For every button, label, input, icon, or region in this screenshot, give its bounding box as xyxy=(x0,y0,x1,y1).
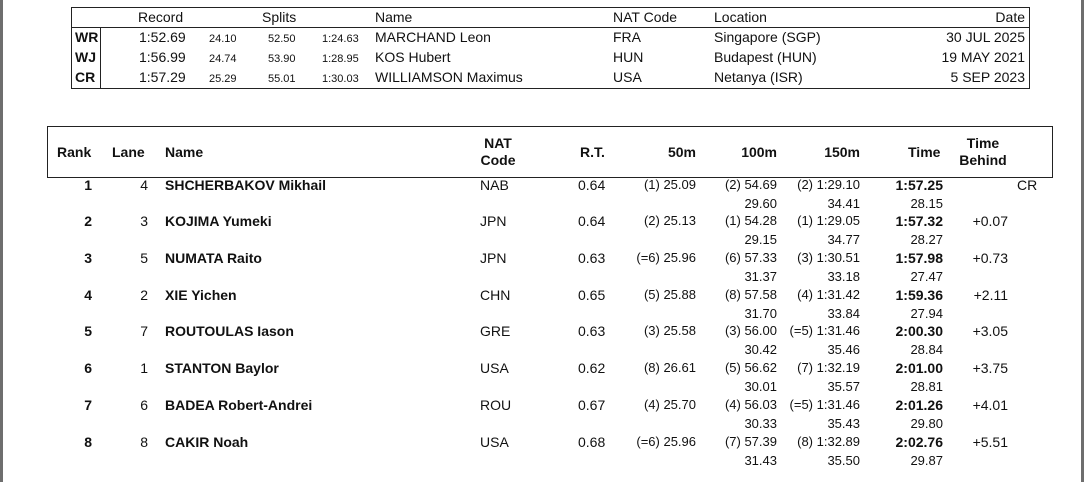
cell-100m: (1) 54.28 xyxy=(724,213,777,228)
record-nat: USA xyxy=(613,69,642,85)
records-header-record: Record xyxy=(138,9,184,25)
record-time: 1:52.69 xyxy=(139,29,186,45)
result-row xyxy=(0,396,1084,432)
cell-100m-split: 30.01 xyxy=(744,379,777,394)
cell-nat: CHN xyxy=(480,287,511,303)
cell-50m: (5) 25.88 xyxy=(643,287,696,302)
record-holder-name: MARCHAND Leon xyxy=(375,29,491,45)
cell-time-split: 28.81 xyxy=(910,379,943,394)
record-holder-name: WILLIAMSON Maximus xyxy=(375,69,523,85)
records-header-date: Date xyxy=(995,9,1025,25)
records-header-name: Name xyxy=(375,9,413,25)
cell-reaction-time: 0.62 xyxy=(578,360,606,376)
cell-name: BADEA Robert-Andrei xyxy=(165,397,313,413)
cell-rank: 7 xyxy=(84,397,92,413)
cell-150m: (4) 1:31.42 xyxy=(797,287,860,302)
cell-rank: 3 xyxy=(84,250,92,266)
cell-50m: (=6) 25.96 xyxy=(636,434,696,449)
header-name: Name xyxy=(165,144,204,160)
cell-lane: 8 xyxy=(140,434,148,450)
record-location: Budapest (HUN) xyxy=(714,49,817,65)
cell-time-split: 29.87 xyxy=(910,453,943,468)
cell-name: KOJIMA Yumeki xyxy=(165,213,272,229)
cell-time: 2:00.30 xyxy=(895,323,943,339)
cell-150m-split: 34.77 xyxy=(827,232,860,247)
record-split-150: 1:28.95 xyxy=(322,53,359,65)
cell-reaction-time: 0.63 xyxy=(578,250,606,266)
cell-100m-split: 30.33 xyxy=(744,416,777,431)
cell-reaction-time: 0.67 xyxy=(578,397,606,413)
cell-nat: ROU xyxy=(480,397,512,413)
record-time: 1:57.29 xyxy=(139,69,186,85)
result-row xyxy=(0,212,1084,248)
record-code: WR xyxy=(75,29,99,45)
cell-record-flag: CR xyxy=(1017,177,1038,193)
record-holder-name: KOS Hubert xyxy=(375,49,451,65)
cell-150m-split: 35.57 xyxy=(827,379,860,394)
cell-150m: (3) 1:30.51 xyxy=(797,250,860,265)
cell-time-behind: +4.01 xyxy=(972,397,1008,413)
cell-name: SHCHERBAKOV Mikhail xyxy=(165,177,327,193)
records-box xyxy=(71,7,1030,89)
cell-lane: 3 xyxy=(140,213,148,229)
records-header-divider xyxy=(72,27,1029,28)
cell-name: STANTON Baylor xyxy=(165,360,279,376)
header-nat-line1: NAT xyxy=(484,135,512,151)
cell-100m: (6) 57.33 xyxy=(724,250,777,265)
result-row xyxy=(0,433,1084,469)
cell-time-behind: +3.05 xyxy=(972,323,1008,339)
cell-100m-split: 30.42 xyxy=(744,342,777,357)
cell-reaction-time: 0.65 xyxy=(578,287,606,303)
header-150m: 150m xyxy=(824,144,860,160)
cell-100m: (7) 57.39 xyxy=(724,434,777,449)
cell-150m: (1) 1:29.05 xyxy=(797,213,860,228)
cell-name: CAKIR Noah xyxy=(165,434,249,450)
record-split-100: 53.90 xyxy=(268,53,296,65)
cell-rank: 8 xyxy=(84,434,92,450)
cell-time-split: 28.15 xyxy=(910,196,943,211)
cell-150m: (2) 1:29.10 xyxy=(797,177,860,192)
cell-lane: 1 xyxy=(140,360,148,376)
header-rank: Rank xyxy=(57,144,92,160)
record-location: Singapore (SGP) xyxy=(714,29,821,45)
cell-50m: (8) 26.61 xyxy=(643,360,696,375)
cell-50m: (=6) 25.96 xyxy=(636,250,696,265)
cell-50m: (2) 25.13 xyxy=(643,213,696,228)
cell-lane: 2 xyxy=(140,287,148,303)
cell-nat: JPN xyxy=(480,213,507,229)
cell-time: 1:57.32 xyxy=(895,213,943,229)
cell-150m-split: 35.50 xyxy=(827,453,860,468)
cell-150m-split: 35.43 xyxy=(827,416,860,431)
cell-100m: (4) 56.03 xyxy=(724,397,777,412)
record-time: 1:56.99 xyxy=(139,49,186,65)
cell-reaction-time: 0.64 xyxy=(578,177,606,193)
cell-name: NUMATA Raito xyxy=(165,250,262,266)
record-date: 5 SEP 2023 xyxy=(950,69,1025,85)
record-split-150: 1:30.03 xyxy=(322,73,359,85)
record-split-50: 24.10 xyxy=(209,33,237,45)
cell-time-split: 28.27 xyxy=(910,232,943,247)
record-split-150: 1:24.63 xyxy=(322,33,359,45)
cell-lane: 5 xyxy=(140,250,148,266)
cell-150m-split: 33.84 xyxy=(827,306,860,321)
cell-100m-split: 31.70 xyxy=(744,306,777,321)
cell-100m-split: 29.15 xyxy=(744,232,777,247)
cell-lane: 6 xyxy=(140,397,148,413)
record-nat: HUN xyxy=(613,49,644,65)
record-code: CR xyxy=(75,69,96,85)
cell-100m: (2) 54.69 xyxy=(724,177,777,192)
record-split-50: 25.29 xyxy=(209,73,237,85)
records-header-splits: Splits xyxy=(262,9,297,25)
header-nat-line2: Code xyxy=(480,152,516,168)
cell-time-behind: +0.73 xyxy=(972,250,1008,266)
records-header-nat: NAT Code xyxy=(613,9,678,25)
cell-time: 2:01.26 xyxy=(895,397,943,413)
result-row xyxy=(0,359,1084,395)
cell-time-split: 27.94 xyxy=(910,306,943,321)
cell-nat: NAB xyxy=(480,177,509,193)
cell-150m: (=5) 1:31.46 xyxy=(789,323,860,338)
record-split-100: 52.50 xyxy=(268,33,296,45)
cell-100m-split: 31.43 xyxy=(744,453,777,468)
cell-time: 1:59.36 xyxy=(895,287,943,303)
cell-150m-split: 33.18 xyxy=(827,269,860,284)
header-lane: Lane xyxy=(112,144,145,160)
cell-rank: 2 xyxy=(84,213,92,229)
record-date: 30 JUL 2025 xyxy=(946,29,1025,45)
cell-time-split: 27.47 xyxy=(910,269,943,284)
cell-100m: (3) 56.00 xyxy=(724,323,777,338)
result-row xyxy=(0,249,1084,285)
cell-150m: (7) 1:32.19 xyxy=(797,360,860,375)
result-row xyxy=(0,286,1084,322)
cell-50m: (1) 25.09 xyxy=(643,177,696,192)
records-header-location: Location xyxy=(714,9,767,25)
cell-time-behind: +5.51 xyxy=(972,434,1008,450)
records-code-divider xyxy=(100,27,101,88)
cell-time-behind: +0.07 xyxy=(972,213,1008,229)
cell-time-split: 29.80 xyxy=(910,416,943,431)
cell-150m: (=5) 1:31.46 xyxy=(789,397,860,412)
cell-time-behind: +2.11 xyxy=(973,287,1008,303)
header-100m: 100m xyxy=(741,144,777,160)
cell-50m: (4) 25.70 xyxy=(643,397,696,412)
record-location: Netanya (ISR) xyxy=(714,69,803,85)
result-row xyxy=(0,176,1084,212)
cell-lane: 7 xyxy=(140,323,148,339)
cell-time-split: 28.84 xyxy=(910,342,943,357)
cell-reaction-time: 0.68 xyxy=(578,434,606,450)
cell-time-behind: +3.75 xyxy=(972,360,1008,376)
header-reaction-time: R.T. xyxy=(580,144,605,160)
result-row xyxy=(0,322,1084,358)
header-behind-line2: Behind xyxy=(959,152,1007,168)
header-time: Time xyxy=(908,144,941,160)
record-nat: FRA xyxy=(613,29,641,45)
cell-100m: (8) 57.58 xyxy=(724,287,777,302)
cell-150m-split: 34.41 xyxy=(827,196,860,211)
cell-lane: 4 xyxy=(140,177,148,193)
cell-name: ROUTOULAS Iason xyxy=(165,323,294,339)
record-split-100: 55.01 xyxy=(268,73,296,85)
header-behind-line1: Time xyxy=(966,135,1000,151)
cell-nat: JPN xyxy=(480,250,507,266)
cell-time: 2:01.00 xyxy=(895,360,943,376)
cell-rank: 5 xyxy=(84,323,92,339)
cell-rank: 4 xyxy=(84,287,92,303)
cell-nat: USA xyxy=(480,434,509,450)
cell-time: 1:57.98 xyxy=(895,250,943,266)
header-50m: 50m xyxy=(667,144,696,160)
record-code: WJ xyxy=(75,49,96,65)
cell-100m-split: 29.60 xyxy=(744,196,777,211)
cell-name: XIE Yichen xyxy=(165,287,237,303)
cell-rank: 1 xyxy=(84,177,92,193)
cell-time: 1:57.25 xyxy=(895,177,943,193)
cell-reaction-time: 0.63 xyxy=(578,323,606,339)
record-split-50: 24.74 xyxy=(209,53,237,65)
cell-nat: GRE xyxy=(480,323,511,339)
cell-100m: (5) 56.62 xyxy=(724,360,777,375)
cell-150m: (8) 1:32.89 xyxy=(797,434,860,449)
cell-100m-split: 31.37 xyxy=(744,269,777,284)
record-date: 19 MAY 2021 xyxy=(941,49,1025,65)
cell-nat: USA xyxy=(480,360,509,376)
cell-rank: 6 xyxy=(84,360,92,376)
cell-50m: (3) 25.58 xyxy=(643,323,696,338)
cell-150m-split: 35.46 xyxy=(827,342,860,357)
cell-reaction-time: 0.64 xyxy=(578,213,606,229)
cell-time: 2:02.76 xyxy=(895,434,943,450)
